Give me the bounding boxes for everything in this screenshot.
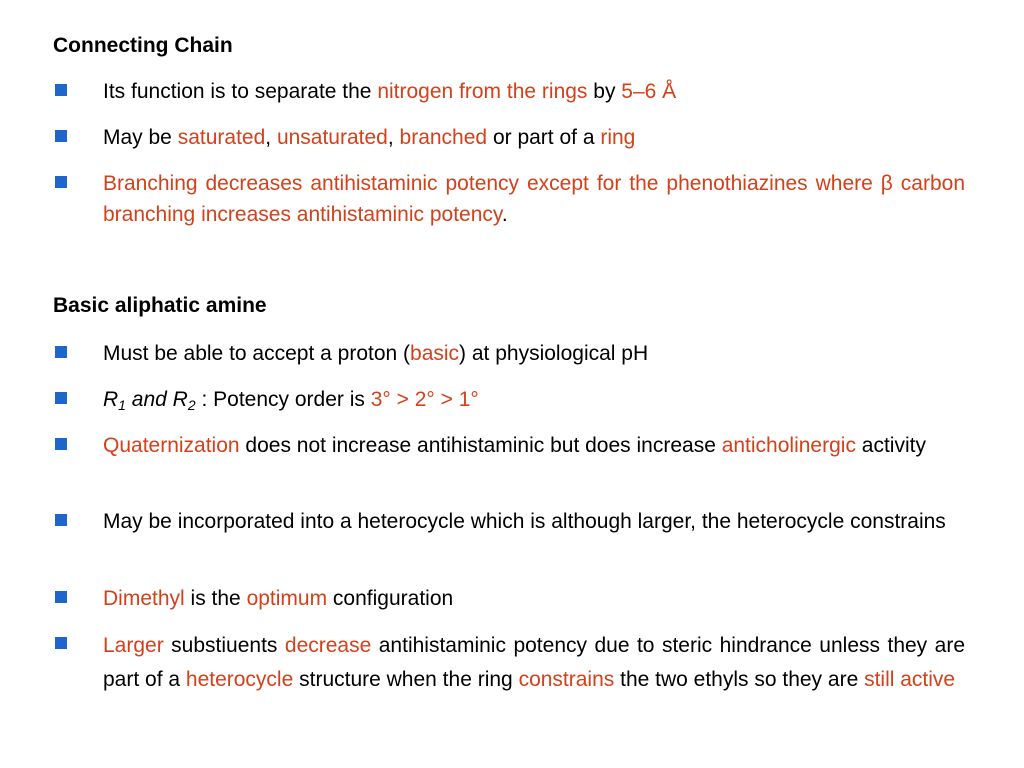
- section-heading-connecting-chain: Connecting Chain: [53, 34, 233, 57]
- bullet-text: $R_1$ and $R_2$ : Potency order is 3° > 2° > 1°: [103, 388, 479, 413]
- square-bullet-icon: [55, 637, 67, 649]
- bullet-text: May be incorporated into a heterocycle which is although larger, the heterocycle constrains: [103, 510, 946, 533]
- square-bullet-icon: [55, 392, 67, 404]
- square-bullet-icon: [55, 84, 67, 96]
- bullet-text: May be saturated, unsaturated, branched or part of a ring: [103, 126, 636, 149]
- square-bullet-icon: [55, 346, 67, 358]
- bullet-text: Larger substiuents decrease antihistaminic potency due to steric hindrance unless they are part of a heterocycle structure when the ring constrains the two ethyls so they are still active: [103, 634, 965, 691]
- bullet-text: Branching decreases antihistaminic potency except for the phenothiazines where β carbon branching increases antihistaminic potency.: [103, 172, 965, 226]
- section-heading-basic-aliphatic-amine: Basic aliphatic amine: [53, 294, 267, 317]
- bullet-text: Its function is to separate the nitrogen from the rings by 5–6 Å: [103, 80, 677, 103]
- bullet-text: Must be able to accept a proton (basic) at physiological pH: [103, 342, 649, 365]
- bullet-text: Quaternization does not increase antihistaminic but does increase anticholinergic activity: [103, 434, 926, 457]
- square-bullet-icon: [55, 591, 67, 603]
- square-bullet-icon: [55, 176, 67, 188]
- square-bullet-icon: [55, 514, 67, 526]
- bullet-text: Dimethyl is the optimum configuration: [103, 587, 454, 610]
- square-bullet-icon: [55, 130, 67, 142]
- square-bullet-icon: [55, 438, 67, 450]
